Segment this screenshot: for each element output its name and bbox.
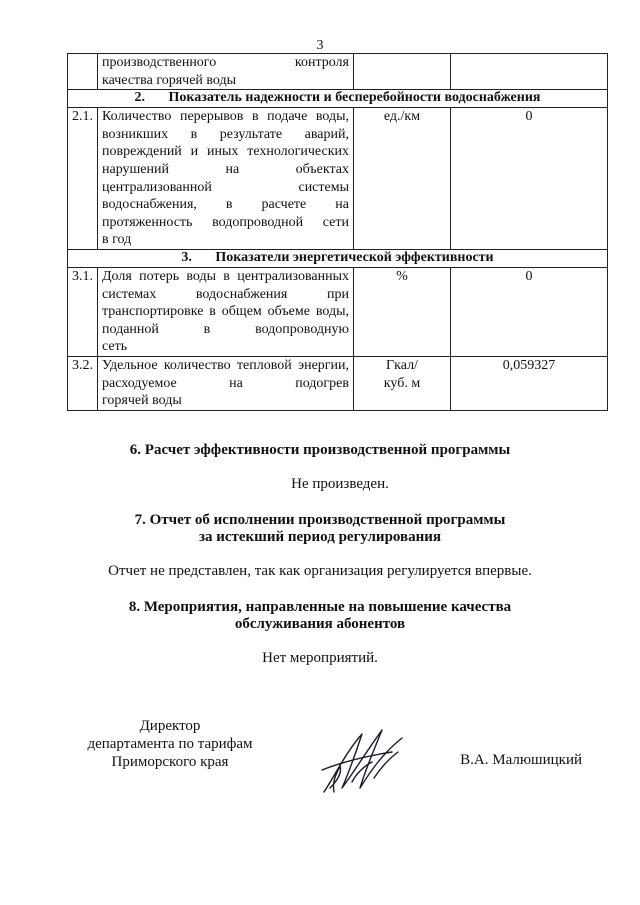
description-line: водоснабжения при	[195, 286, 349, 302]
section-title: Показатель надежности и бесперебойности водоснабжения	[168, 90, 541, 106]
row-number-cell	[68, 54, 98, 90]
section-number: 3.	[181, 249, 192, 265]
description-line: энергии, расходуемое на подогрев	[102, 357, 350, 391]
unit-line: Гкал/	[386, 357, 418, 373]
unit-line: куб. м	[383, 375, 421, 391]
section-header	[68, 249, 608, 267]
unit-cell: ед./км	[354, 108, 451, 250]
description-line: качества горячей воды	[102, 72, 237, 88]
row-number-cell: 3.2.	[68, 356, 98, 410]
description-line: Доля потерь воды в	[102, 268, 230, 284]
description-line: воды, возникших в результате	[102, 109, 349, 142]
page-number: 3	[316, 38, 324, 53]
indicator-description	[98, 54, 354, 90]
value-cell: 0	[451, 108, 608, 250]
indicator-description	[98, 108, 354, 250]
signatory-name: В.А. Малюшицкий	[460, 752, 582, 768]
position-line: Директор	[139, 718, 201, 734]
description-line: транспортировке в общем объеме	[102, 304, 310, 320]
description-line: производственного контроля	[102, 55, 349, 70]
table-row	[68, 108, 608, 250]
table-row	[68, 356, 608, 410]
section-title: Показатели энергетической эффективности	[215, 249, 494, 265]
section-header-row	[68, 249, 608, 267]
unit-cell	[354, 356, 451, 410]
value-cell: 0,059327	[451, 356, 608, 410]
section6-text: Не произведен.	[291, 476, 389, 492]
description-line: аварий, повреждений и иных	[102, 126, 350, 160]
description-line: водоснабжения, в расчете на	[102, 197, 349, 213]
description-line: в год	[102, 232, 132, 248]
section8-heading-line1: 8. Мероприятия, направленные на повышение качества	[128, 599, 512, 615]
section8-heading-line2: обслуживания абонентов	[234, 616, 406, 632]
row-number-cell: 3.1.	[68, 267, 98, 356]
description-line: сеть	[102, 339, 128, 355]
row-number-cell: 2.1.	[68, 108, 98, 250]
indicators-table	[67, 53, 608, 411]
description-line: протяженность водопроводной сети	[102, 214, 349, 230]
section-header	[68, 90, 608, 108]
position-line: департамента по тарифам	[87, 736, 253, 752]
description-line: горячей воды	[102, 393, 182, 409]
section7-heading-line1: 7. Отчет об исполнении производственной программы	[134, 512, 506, 528]
indicator-description	[98, 356, 354, 410]
description-line: централизованных системах	[102, 268, 349, 302]
table-row	[68, 267, 608, 356]
description-line: воды, поданной в водопроводную	[102, 304, 349, 337]
section6-heading: 6. Расчет эффективности производственной программы	[129, 442, 511, 458]
section-number: 2.	[134, 90, 146, 106]
description-line: технологических нарушений на	[102, 144, 350, 177]
indicator-description	[98, 267, 354, 356]
value-cell	[451, 54, 608, 90]
section7-heading-line2: за истекший период регулирования	[198, 529, 442, 545]
section8-text: Нет мероприятий.	[262, 650, 378, 666]
description-line: Удельное количество тепловой	[102, 357, 292, 373]
section-header-row	[68, 90, 608, 108]
handwritten-signature	[312, 722, 412, 797]
description-line: Количество перерывов в подаче	[102, 109, 308, 125]
unit-cell	[354, 54, 451, 90]
section7-text: Отчет не представлен, так как организация регулируется впервые.	[108, 563, 532, 579]
signatory-position	[70, 717, 270, 771]
value-cell: 0	[451, 267, 608, 356]
table-row	[68, 54, 608, 90]
position-line: Приморского края	[111, 754, 229, 770]
description-line: объектах централизованной системы	[102, 161, 349, 195]
unit-cell: %	[354, 267, 451, 356]
